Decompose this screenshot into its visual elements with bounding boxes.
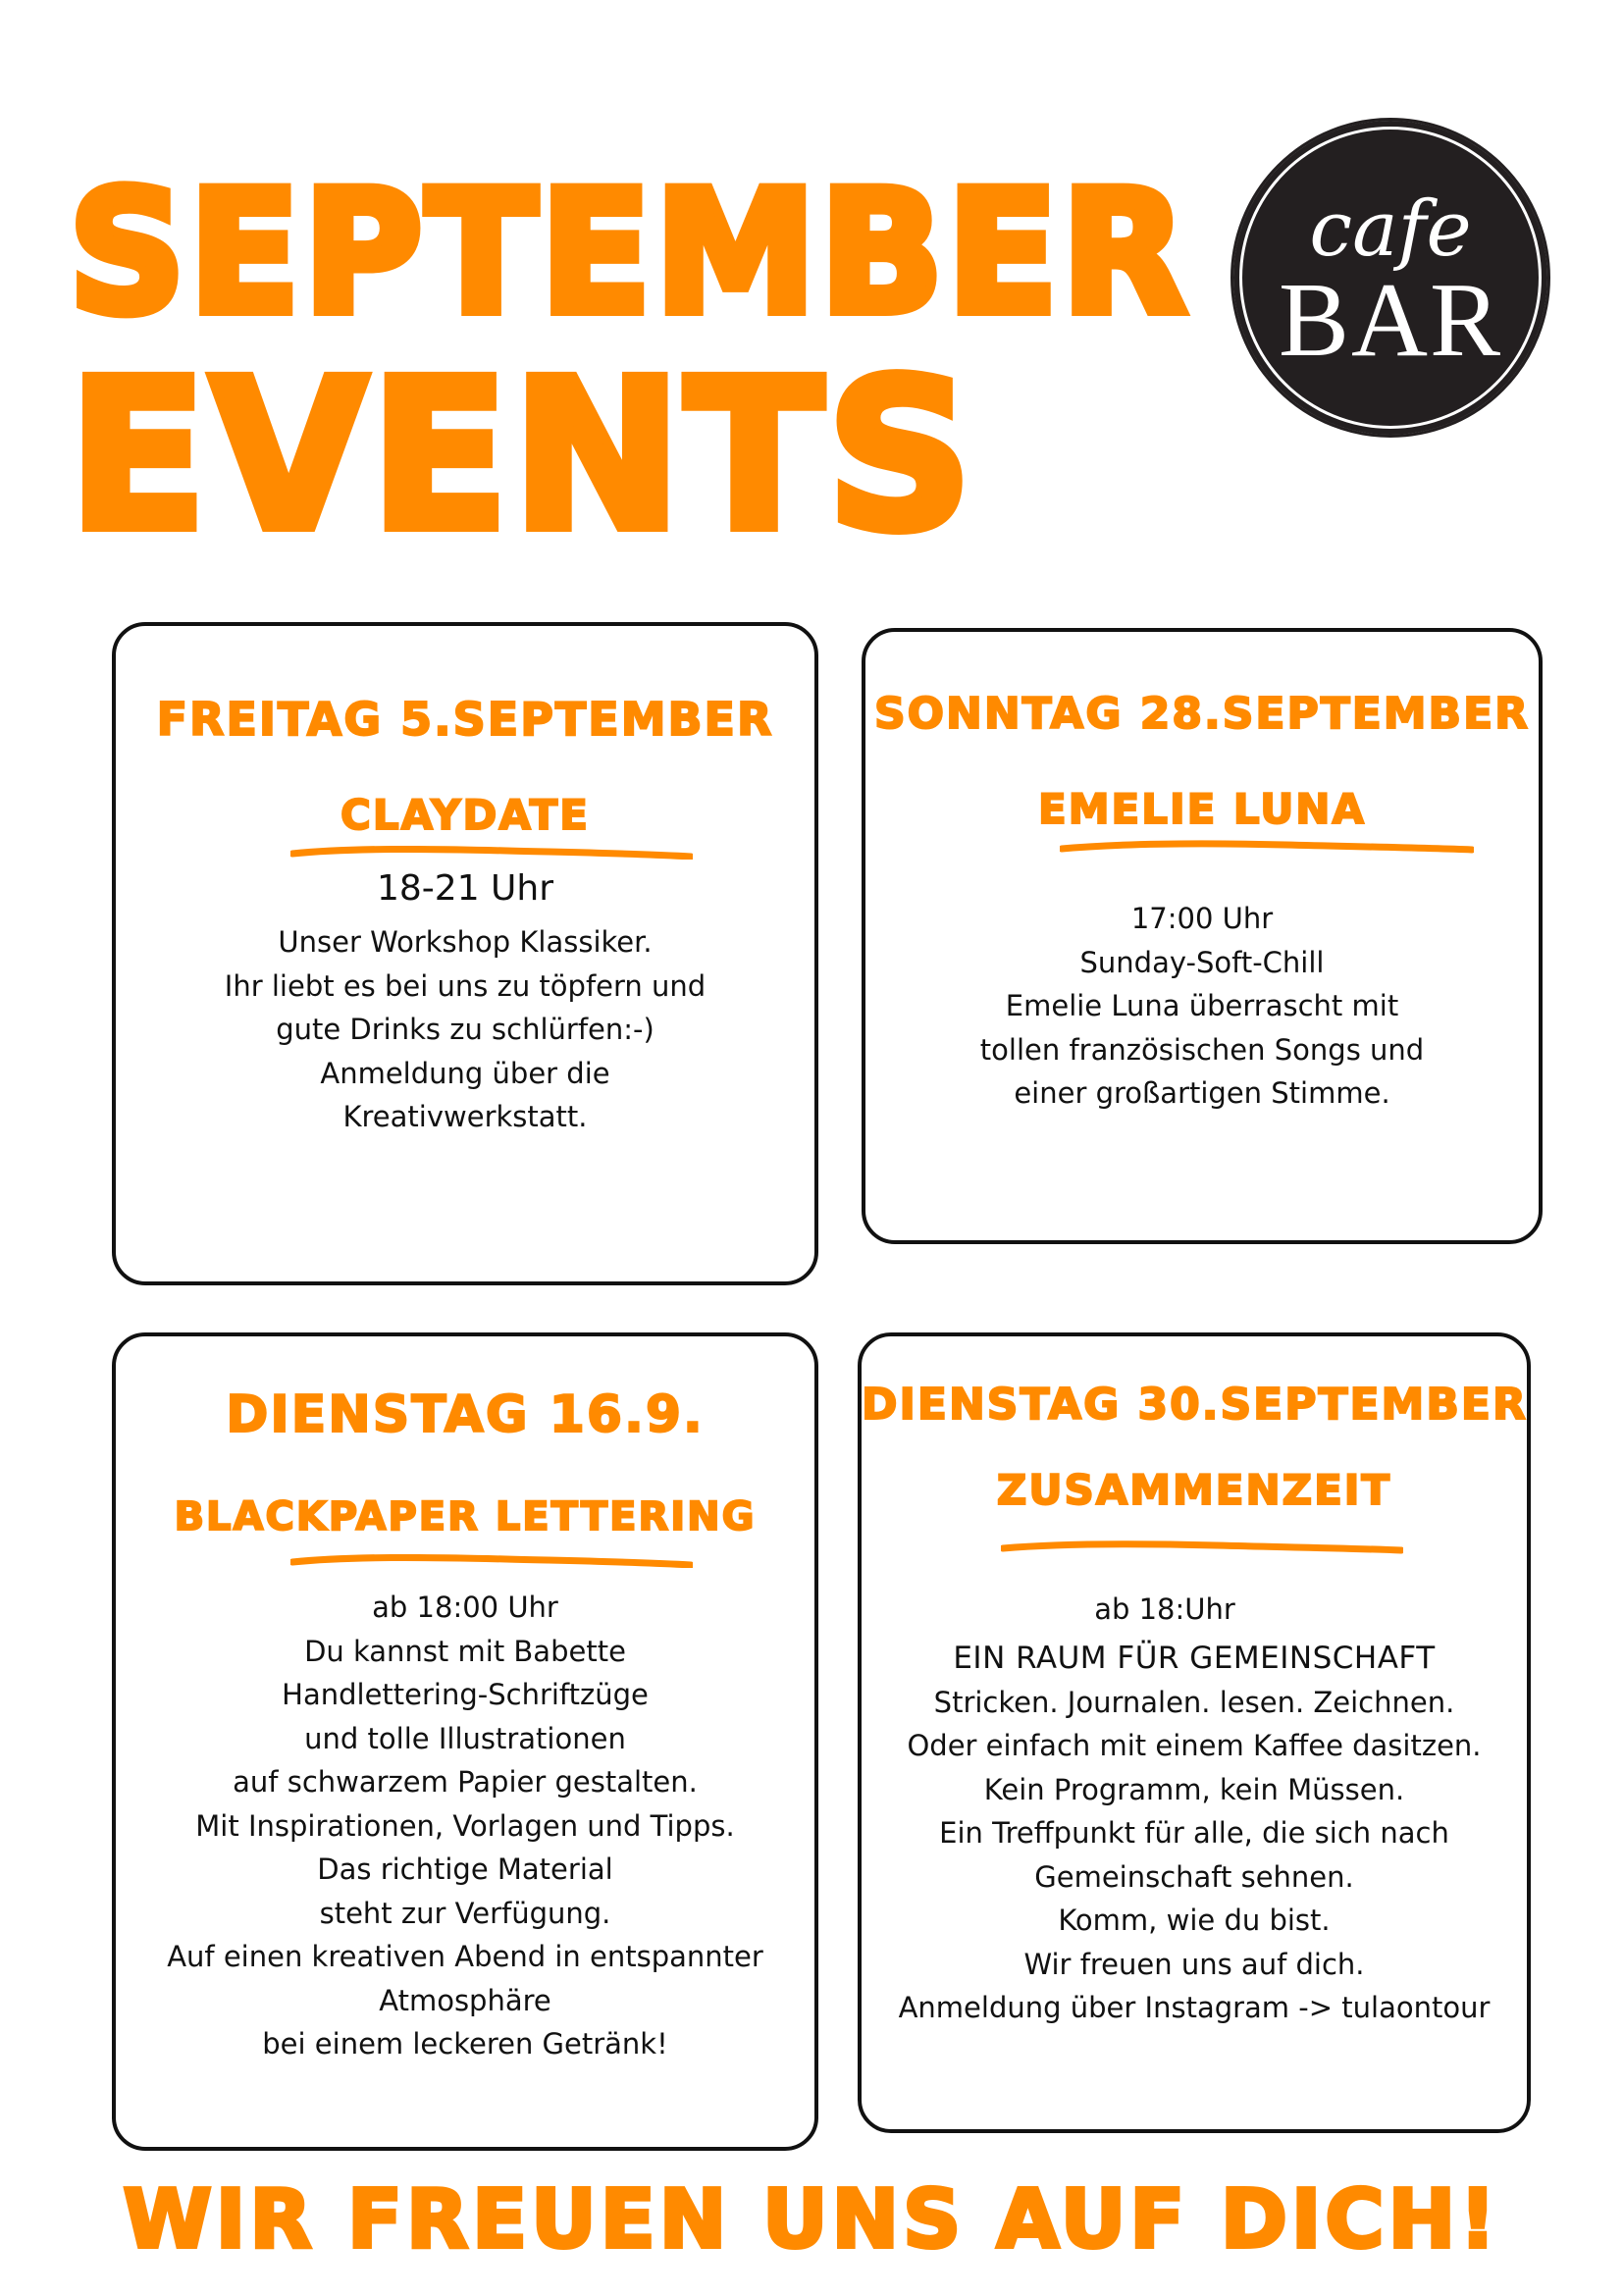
description-line: Emelie Luna überrascht mit [1005,989,1399,1022]
description-line: ab 18:00 Uhr [372,1591,558,1624]
swash-underline [290,846,693,860]
description-line: 17:00 Uhr [1130,902,1274,935]
event-time: 18-21 Uhr [376,868,554,909]
cafe-bar-logo [1230,118,1550,438]
description-line: Sunday-Soft-Chill [1079,945,1325,979]
description-line: Das richtige Material [317,1852,613,1886]
description-line: Handlettering-Schriftzüge [282,1678,649,1711]
description-line: und tolle Illustrationen [304,1721,626,1755]
event-title: BLACKPAPER LETTERING [174,1494,757,1539]
event-title: ZUSAMMENZEIT [996,1466,1392,1514]
event-title: CLAYDATE [340,791,590,839]
description-line: Anmeldung über Instagram -> tulaontour [898,1991,1491,2024]
swash-underline [290,1554,693,1568]
description-line: Stricken. Journalen. lesen. Zeichnen. [933,1685,1455,1719]
event-card-blackpaper-lettering [112,1332,818,2151]
description-line: bei einem leckeren Getränk! [262,2027,668,2061]
event-date: SONNTAG 28.SEPTEMBER [873,689,1531,739]
description-line: steht zur Verfügung. [319,1896,611,1930]
description-line: gute Drinks zu schlürfen:-) [276,1013,654,1046]
event-description [865,897,1539,1116]
description-line: Ihr liebt es bei uns zu töpfern und [224,968,707,1003]
description-line: Oder einfach mit einem Kaffee dasitzen. [907,1729,1482,1762]
description-line: Anmeldung über die [320,1056,610,1090]
event-description [116,1586,814,2066]
description-line: Unser Workshop Klassiker. [278,925,653,959]
description-line: Kein Programm, kein Müssen. [983,1772,1405,1806]
swash-underline [1001,1540,1403,1554]
description-line: auf schwarzem Papier gestalten. [233,1765,698,1799]
headline-september: SEPTEMBER [69,154,1190,351]
event-description [862,1637,1527,2030]
headline-events: EVENTS [69,336,976,576]
description-line: Ein Treffpunkt für alle, die sich nach [939,1816,1449,1850]
footer-slogan: WIR FREUEN UNS AUF DICH! [123,2173,1500,2267]
event-description [116,920,814,1139]
description-line: Komm, wie du bist. [1058,1904,1331,1937]
event-card-claydate [112,622,818,1285]
event-date: FREITAG 5.SEPTEMBER [156,693,774,746]
swash-underline [1060,840,1474,854]
event-date: DIENSTAG 30.SEPTEMBER [862,1380,1528,1430]
event-date: DIENSTAG 16.9. [226,1385,705,1444]
logo-bar-text: BAR [1278,262,1503,379]
description-line: Du kannst mit Babette [304,1634,626,1668]
description-line: Atmosphäre [379,1983,551,2017]
description-line: Wir freuen uns auf dich. [1023,1947,1365,1981]
logo-cafe-text: cafe [1309,185,1472,274]
description-line: einer großartigen Stimme. [1014,1076,1390,1110]
description-line: tollen französischen Songs und [979,1032,1425,1067]
event-card-zusammenzeit [858,1332,1531,2133]
description-line: Mit Inspirationen, Vorlagen und Tipps. [195,1808,735,1843]
event-title: EMELIE LUNA [1038,785,1366,833]
description-line: Kreativwerkstatt. [342,1100,588,1133]
description-line: Auf einen kreativen Abend in entspannter [167,1940,763,1973]
event-card-emelie-luna [862,628,1543,1244]
description-line: Gemeinschaft sehnen. [1034,1859,1354,1894]
event-time: ab 18:Uhr [1094,1592,1235,1626]
description-line: EIN RAUM FÜR GEMEINSCHAFT [953,1641,1436,1676]
